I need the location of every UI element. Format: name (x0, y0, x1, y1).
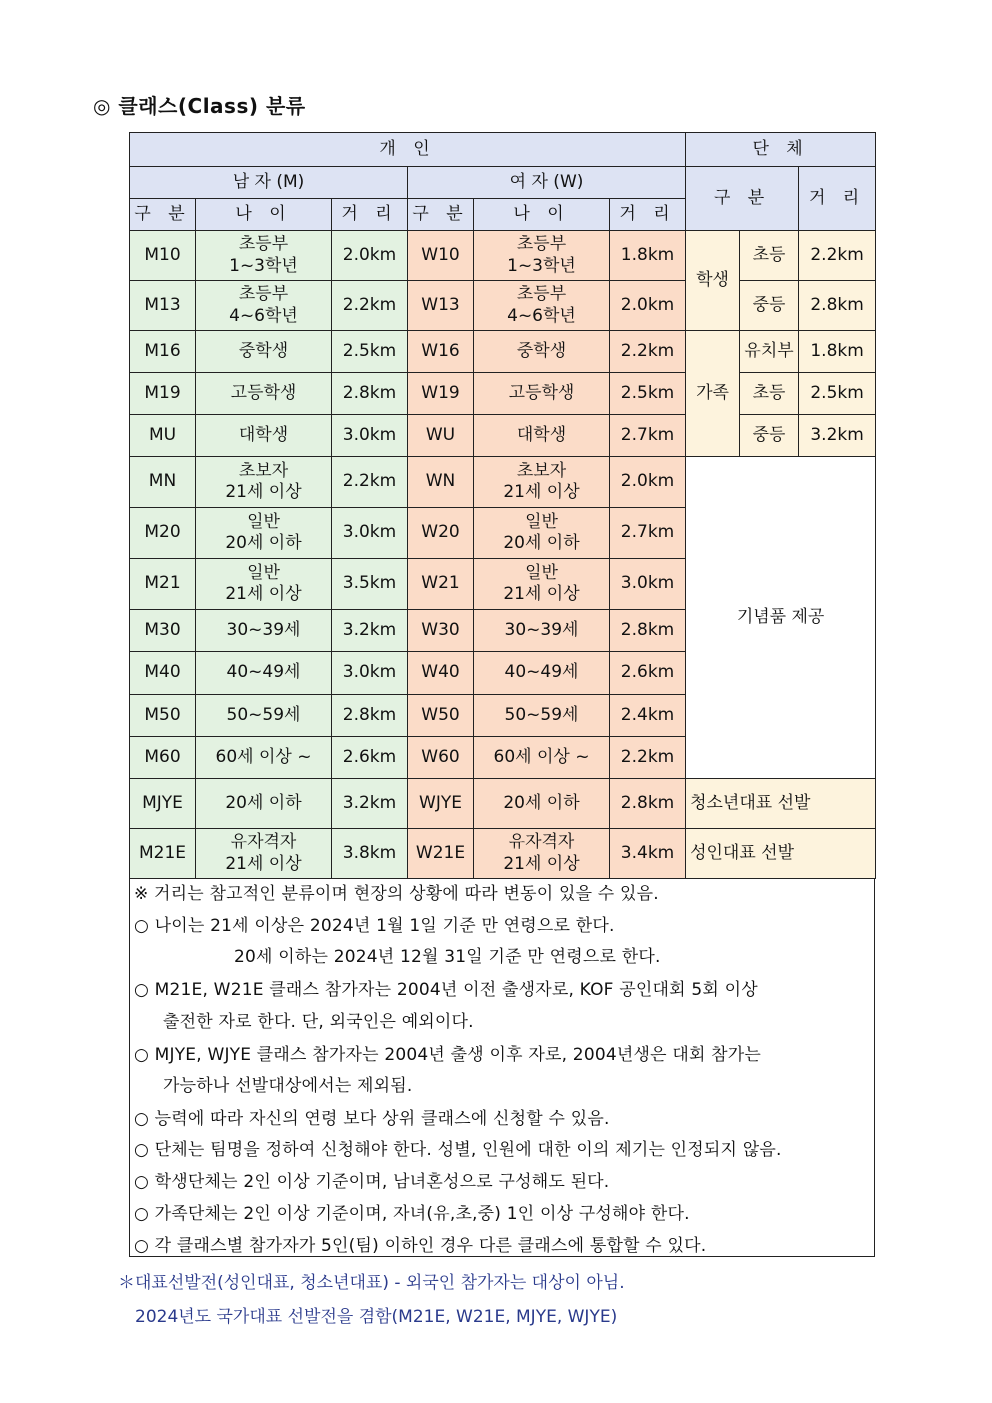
female-distance: 2.5km (610, 373, 686, 415)
note-line: 출전한 자로 한다. 단, 외국인은 예외이다. (163, 1012, 474, 1032)
footer-note-1: ＊대표선발전(성인대표, 청소년대표) - 외국인 참가자는 대상이 아님. (118, 1273, 625, 1293)
female-age: 40~49세 (474, 652, 610, 695)
youth-selection-note: 청소년대표 선발 (686, 779, 876, 829)
note-line: ○ 각 클래스별 참가자가 5인(팀) 이하인 경우 다른 클래스에 통합할 수 있다. (134, 1236, 707, 1256)
male-distance: 3.0km (332, 508, 408, 559)
note-line: ○ 나이는 21세 이상은 2024년 1월 1일 기준 만 연령으로 한다. (134, 916, 615, 936)
female-age: 일반 20세 이하 (474, 508, 610, 559)
header-row-2 (130, 167, 876, 199)
female-class-code: W19 (408, 373, 474, 415)
note-line: 가능하나 선발대상에서는 제외됨. (163, 1076, 413, 1096)
female-age: 20세 이하 (474, 779, 610, 829)
note-line: ○ 학생단체는 2인 이상 기준이며, 남녀혼성으로 구성해도 된다. (134, 1172, 610, 1192)
m-header-distance: 거 리 (332, 199, 408, 231)
female-class-code: WN (408, 457, 474, 508)
header-female: 여 자 (W) (408, 167, 686, 199)
header-group-distance: 거 리 (799, 167, 876, 231)
page-title: ◎ 클래스(Class) 분류 (93, 94, 306, 118)
female-distance: 3.0km (610, 559, 686, 610)
group-family-label: 가족 (686, 331, 740, 457)
note-line: ○ 단체는 팀명을 정하여 신청해야 한다. 성별, 인원에 대한 이의 제기는 인정되지 않음. (134, 1140, 782, 1160)
male-age: 50~59세 (196, 695, 332, 737)
female-class-code: W21E (408, 829, 474, 879)
female-age: 초보자 21세 이상 (474, 457, 610, 508)
group-family-distance: 3.2km (799, 415, 876, 457)
male-class-code: M21 (130, 559, 196, 610)
female-class-code: W50 (408, 695, 474, 737)
female-age: 50~59세 (474, 695, 610, 737)
male-age: 중학생 (196, 331, 332, 373)
female-distance: 2.4km (610, 695, 686, 737)
female-distance: 2.0km (610, 281, 686, 331)
class-row (130, 415, 876, 457)
male-distance: 2.2km (332, 281, 408, 331)
class-row (130, 331, 876, 373)
female-class-code: W20 (408, 508, 474, 559)
male-class-code: M21E (130, 829, 196, 879)
w-header-age: 나 이 (474, 199, 610, 231)
header-row-1 (130, 133, 876, 167)
male-distance: 2.0km (332, 231, 408, 281)
male-class-code: M13 (130, 281, 196, 331)
male-class-code: M50 (130, 695, 196, 737)
female-distance: 2.2km (610, 737, 686, 779)
female-distance: 2.8km (610, 779, 686, 829)
female-distance: 1.8km (610, 231, 686, 281)
female-distance: 2.8km (610, 610, 686, 652)
group-student-distance: 2.2km (799, 231, 876, 281)
souvenir-note: 기념품 제공 (686, 457, 876, 779)
class-table (129, 132, 876, 879)
female-distance: 2.2km (610, 331, 686, 373)
header-group-category: 구 분 (686, 167, 799, 231)
class-row (130, 779, 876, 829)
female-age: 유자격자 21세 이상 (474, 829, 610, 879)
male-class-code: MU (130, 415, 196, 457)
male-distance: 3.2km (332, 610, 408, 652)
female-class-code: W13 (408, 281, 474, 331)
male-age: 30~39세 (196, 610, 332, 652)
female-class-code: W40 (408, 652, 474, 695)
male-distance: 3.8km (332, 829, 408, 879)
male-age: 대학생 (196, 415, 332, 457)
male-distance: 3.5km (332, 559, 408, 610)
male-distance: 3.0km (332, 415, 408, 457)
adult-selection-note: 성인대표 선발 (686, 829, 876, 879)
female-age: 초등부 4~6학년 (474, 281, 610, 331)
group-student-distance: 2.8km (799, 281, 876, 331)
male-class-code: M30 (130, 610, 196, 652)
male-age: 초보자 21세 이상 (196, 457, 332, 508)
male-age: 20세 이하 (196, 779, 332, 829)
male-distance: 2.5km (332, 331, 408, 373)
class-row (130, 829, 876, 879)
male-class-code: M19 (130, 373, 196, 415)
header-individual: 개 인 (130, 133, 686, 167)
note-line: ※ 거리는 참고적인 분류이며 현장의 상황에 따라 변동이 있을 수 있음. (134, 884, 659, 904)
female-class-code: W21 (408, 559, 474, 610)
male-distance: 2.2km (332, 457, 408, 508)
female-class-code: W30 (408, 610, 474, 652)
class-row (130, 457, 876, 508)
female-age: 대학생 (474, 415, 610, 457)
male-class-code: MJYE (130, 779, 196, 829)
female-class-code: WJYE (408, 779, 474, 829)
group-family-sub: 초등 (740, 373, 799, 415)
male-class-code: MN (130, 457, 196, 508)
male-age: 60세 이상 ~ (196, 737, 332, 779)
group-family-sub: 중등 (740, 415, 799, 457)
male-distance: 2.6km (332, 737, 408, 779)
note-line: ○ MJYE, WJYE 클래스 참가자는 2004년 출생 이후 자로, 2004년생은 대회 참가는 (134, 1045, 762, 1065)
group-family-sub: 유치부 (740, 331, 799, 373)
group-family-distance: 2.5km (799, 373, 876, 415)
male-class-code: M20 (130, 508, 196, 559)
female-age: 30~39세 (474, 610, 610, 652)
male-class-code: M60 (130, 737, 196, 779)
female-distance: 2.7km (610, 508, 686, 559)
header-group: 단 체 (686, 133, 876, 167)
group-student-sub: 초등 (740, 231, 799, 281)
female-class-code: WU (408, 415, 474, 457)
male-distance: 2.8km (332, 695, 408, 737)
class-row (130, 231, 876, 281)
w-header-distance: 거 리 (610, 199, 686, 231)
male-class-code: M40 (130, 652, 196, 695)
m-header-age: 나 이 (196, 199, 332, 231)
female-age: 60세 이상 ~ (474, 737, 610, 779)
female-class-code: W10 (408, 231, 474, 281)
female-age: 초등부 1~3학년 (474, 231, 610, 281)
group-student-sub: 중등 (740, 281, 799, 331)
male-distance: 3.2km (332, 779, 408, 829)
female-class-code: W16 (408, 331, 474, 373)
male-class-code: M16 (130, 331, 196, 373)
note-line: ○ 능력에 따라 자신의 연령 보다 상위 클래스에 신청할 수 있음. (134, 1109, 610, 1129)
class-row (130, 281, 876, 331)
male-age: 초등부 4~6학년 (196, 281, 332, 331)
female-distance: 2.7km (610, 415, 686, 457)
header-male: 남 자 (M) (130, 167, 408, 199)
notes-box (129, 879, 875, 1257)
female-distance: 2.0km (610, 457, 686, 508)
group-student-label: 학생 (686, 231, 740, 331)
female-distance: 2.6km (610, 652, 686, 695)
footer-note-2: 2024년도 국가대표 선발전을 겸함(M21E, W21E, MJYE, WJYE) (135, 1307, 618, 1327)
m-header-category: 구 분 (130, 199, 196, 231)
group-family-distance: 1.8km (799, 331, 876, 373)
female-age: 고등학생 (474, 373, 610, 415)
w-header-category: 구 분 (408, 199, 474, 231)
male-age: 초등부 1~3학년 (196, 231, 332, 281)
female-age: 중학생 (474, 331, 610, 373)
female-distance: 3.4km (610, 829, 686, 879)
male-class-code: M10 (130, 231, 196, 281)
male-distance: 3.0km (332, 652, 408, 695)
note-line: ○ 가족단체는 2인 이상 기준이며, 자녀(유,초,중) 1인 이상 구성해야 한다. (134, 1204, 690, 1224)
note-line: 20세 이하는 2024년 12월 31일 기준 만 연령으로 한다. (234, 947, 661, 967)
male-age: 일반 21세 이상 (196, 559, 332, 610)
male-distance: 2.8km (332, 373, 408, 415)
female-age: 일반 21세 이상 (474, 559, 610, 610)
class-row (130, 373, 876, 415)
male-age: 고등학생 (196, 373, 332, 415)
male-age: 40~49세 (196, 652, 332, 695)
male-age: 일반 20세 이하 (196, 508, 332, 559)
male-age: 유자격자 21세 이상 (196, 829, 332, 879)
female-class-code: W60 (408, 737, 474, 779)
note-line: ○ M21E, W21E 클래스 참가자는 2004년 이전 출생자로, KOF 공인대회 5회 이상 (134, 980, 758, 1000)
